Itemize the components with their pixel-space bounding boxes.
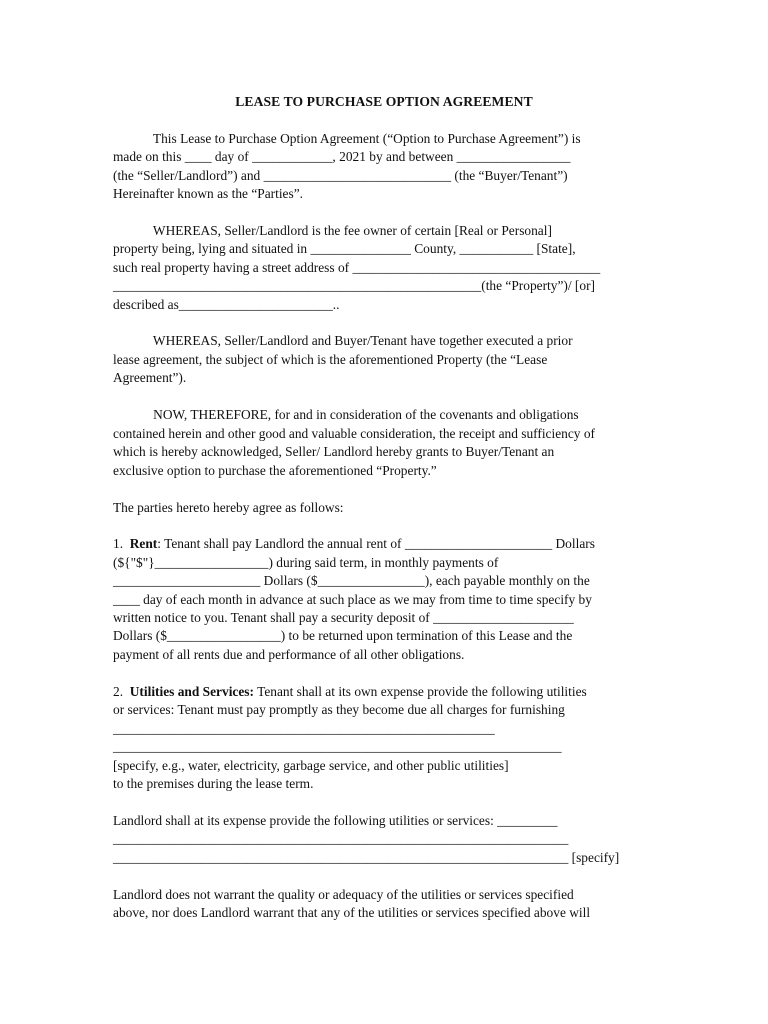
body-line: (the “Seller/Landlord”) and ____________________________ (the “Buyer/Tenant”) [113, 168, 568, 183]
body-line: ____________________________________________________________________ [specify] [113, 850, 620, 865]
document-title: LEASE TO PURCHASE OPTION AGREEMENT [235, 94, 533, 109]
body-line: property being, lying and situated in _______________ County, ___________ [State], [113, 241, 576, 256]
body-line: Landlord does not warrant the quality or adequacy of the utilities or services specified [113, 887, 574, 902]
body-line: ______________________ Dollars ($________________), each payable monthly on the [113, 573, 590, 588]
body-line: such real property having a street address of _____________________________________ [113, 260, 601, 275]
body-line: which is hereby acknowledged, Seller/ Landlord hereby grants to Buyer/Tenant an [113, 444, 555, 459]
rent-heading: Rent [129, 536, 158, 551]
body-line: payment of all rents due and performance of all other obligations. [113, 647, 465, 662]
body-line: written notice to you. Tenant shall pay a security deposit of _____________________ [113, 610, 574, 625]
utilities-number: 2. [113, 684, 130, 699]
body-line: WHEREAS, Seller/Landlord and Buyer/Tenant have together executed a prior [113, 333, 573, 348]
body-line: [specify, e.g., water, electricity, garbage service, and other public utilities] [113, 758, 509, 773]
body-line: WHEREAS, Seller/Landlord is the fee owner of certain [Real or Personal] [113, 223, 552, 238]
body-line: to the premises during the lease term. [113, 776, 314, 791]
blank-line: ____________________________________________________________________ [113, 831, 569, 846]
rent-text: : Tenant shall pay Landlord the annual rent of ______________________ Dollars [157, 536, 595, 551]
body-line: Dollars ($_________________) to be returned upon termination of this Lease and the [113, 628, 573, 643]
blank-line: ___________________________________________________________________ [113, 739, 562, 754]
body-line: (${"$"}_________________) during said term, in monthly payments of [113, 555, 499, 570]
body-line: Agreement”). [113, 370, 187, 385]
blank-line: _________________________________________________________ [113, 721, 495, 736]
body-line: Landlord shall at its expense provide the following utilities or services: _________ [113, 813, 558, 828]
body-line: contained herein and other good and valuable consideration, the receipt and sufficiency of [113, 426, 596, 441]
rent-number: 1. [113, 536, 130, 551]
body-line: ____ day of each month in advance at such place as we may from time to time specify by [113, 592, 592, 607]
body-line: NOW, THEREFORE, for and in consideration of the covenants and obligations [113, 407, 579, 422]
body-line: above, nor does Landlord warrant that any of the utilities or services specified above will [113, 905, 591, 920]
body-line: made on this ____ day of ____________, 2021 by and between _________________ [113, 149, 571, 164]
body-line: or services: Tenant must pay promptly as they become due all charges for furnishing [113, 702, 565, 717]
body-line: exclusive option to purchase the aforementioned “Property.” [113, 463, 437, 478]
rent-clause-line [113, 535, 595, 553]
body-line: This Lease to Purchase Option Agreement (“Option to Purchase Agreement”) is [113, 131, 581, 146]
body-line: described as_______________________.. [113, 297, 340, 312]
body-line: lease agreement, the subject of which is the aforementioned Property (the “Lease [113, 352, 548, 367]
utilities-text: Tenant shall at its own expense provide the following utilities [253, 684, 587, 699]
utilities-clause-line [113, 683, 587, 701]
body-line: _______________________________________________________(the “Property”)/ [or] [113, 278, 596, 293]
body-line: The parties hereto hereby agree as follows: [113, 500, 344, 515]
body-line: Hereinafter known as the “Parties”. [113, 186, 303, 201]
utilities-heading: Utilities and Services: [129, 684, 254, 699]
